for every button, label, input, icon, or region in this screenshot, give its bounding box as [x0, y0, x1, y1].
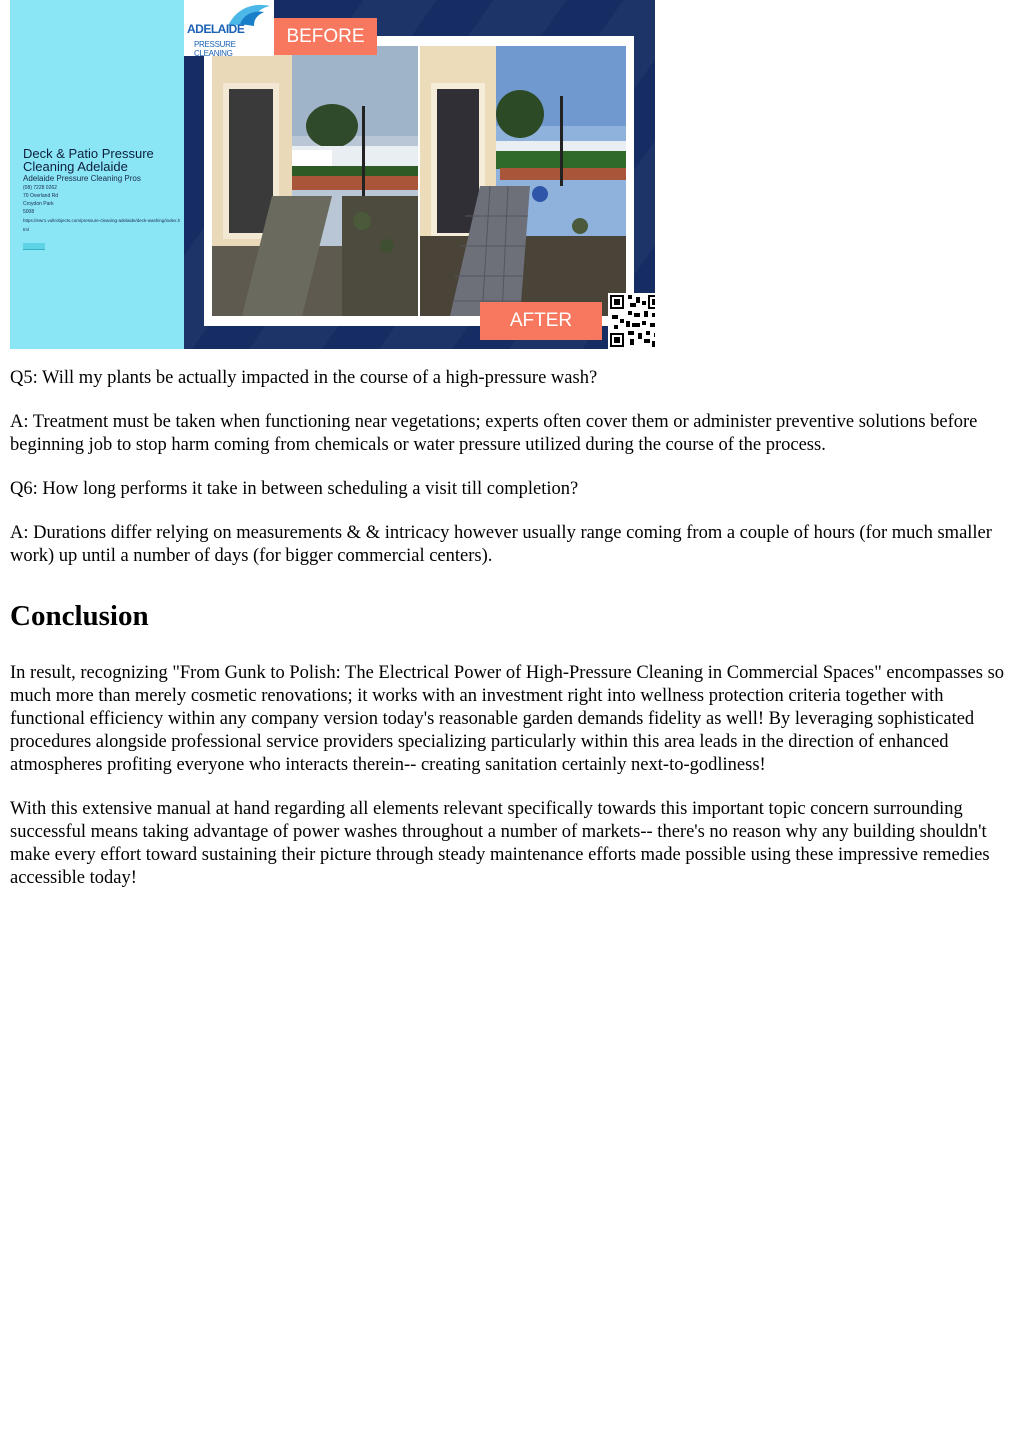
- conclusion-paragraph-2: With this extensive manual at hand regarding all elements relevant specifically towards this important topic concern surrounding successful means taking advantage of power washes throughout a number of markets-- there's no reason why any building shouldn't make every effort toward sustaining their picture through steady maintenance efforts made possible using these impressive remedies accessible today!: [10, 799, 990, 888]
- business-suburb: Croydon Park: [23, 201, 54, 207]
- company-logo: [184, 0, 274, 56]
- business-street: 70 Overland Rd: [23, 193, 59, 199]
- logo-text-sub: PRESSURE CLEANING: [194, 40, 236, 58]
- conclusion-heading: Conclusion: [10, 600, 149, 632]
- business-info-panel: [10, 0, 184, 349]
- after-label: AFTER: [480, 302, 602, 340]
- business-url[interactable]: https://ewr1.vultrobjects.com/pressure-cleaning-adelaide/deck-washing/index.html: [23, 218, 181, 232]
- business-postcode: 5008: [23, 209, 35, 215]
- logo-text-main: ADELAIDE: [187, 22, 245, 36]
- promo-banner: [10, 0, 655, 349]
- faq-question-6: Q6: How long performs it take in between scheduling a visit till completion?: [10, 479, 579, 499]
- business-info: [23, 147, 181, 250]
- after-photo: [420, 46, 626, 316]
- conclusion-paragraph-1: In result, recognizing "From Gunk to Polish: The Electrical Power of High-Pressure Cleaning in Commercial Spaces" encompasses so much more than merely cosmetic renovations; it works with an investment right into wellness protection criteria together with functional efficiency within any company version today's reasonable garden demands fidelity as well! By leveraging sophisticated procedures alongside professional service providers specializing particularly within this area leads in the direction of enhanced atmospheres profiting everyone who interacts therein-- creating sanitation certainly next-to-godliness!: [10, 663, 1005, 775]
- before-after-panel: [184, 0, 655, 349]
- photo-frame: [204, 36, 634, 326]
- faq-answer-6: A: Durations differ relying on measurements & & intricacy however usually range coming from a couple of hours (for much smaller work) up until a number of days (for bigger commercial centers).: [10, 523, 992, 566]
- article-content: [10, 367, 1014, 911]
- faq-answer-5: A: Treatment must be taken when functioning near vegetations; experts often cover them or administer preventive solutions before beginning job to stop harm coming from chemicals or water pressure utilized during the course of the process.: [10, 412, 978, 455]
- business-title: Deck & Patio Pressure Cleaning Adelaide: [23, 146, 154, 174]
- qr-code-icon[interactable]: [608, 293, 655, 349]
- info-swatch: [23, 243, 45, 250]
- before-photo: [212, 46, 418, 316]
- business-company: Adelaide Pressure Cleaning Pros: [23, 174, 141, 183]
- faq-question-5: Q5: Will my plants be actually impacted in the course of a high-pressure wash?: [10, 368, 598, 388]
- business-phone: (08) 7228 0262: [23, 185, 57, 191]
- before-label: BEFORE: [274, 18, 377, 55]
